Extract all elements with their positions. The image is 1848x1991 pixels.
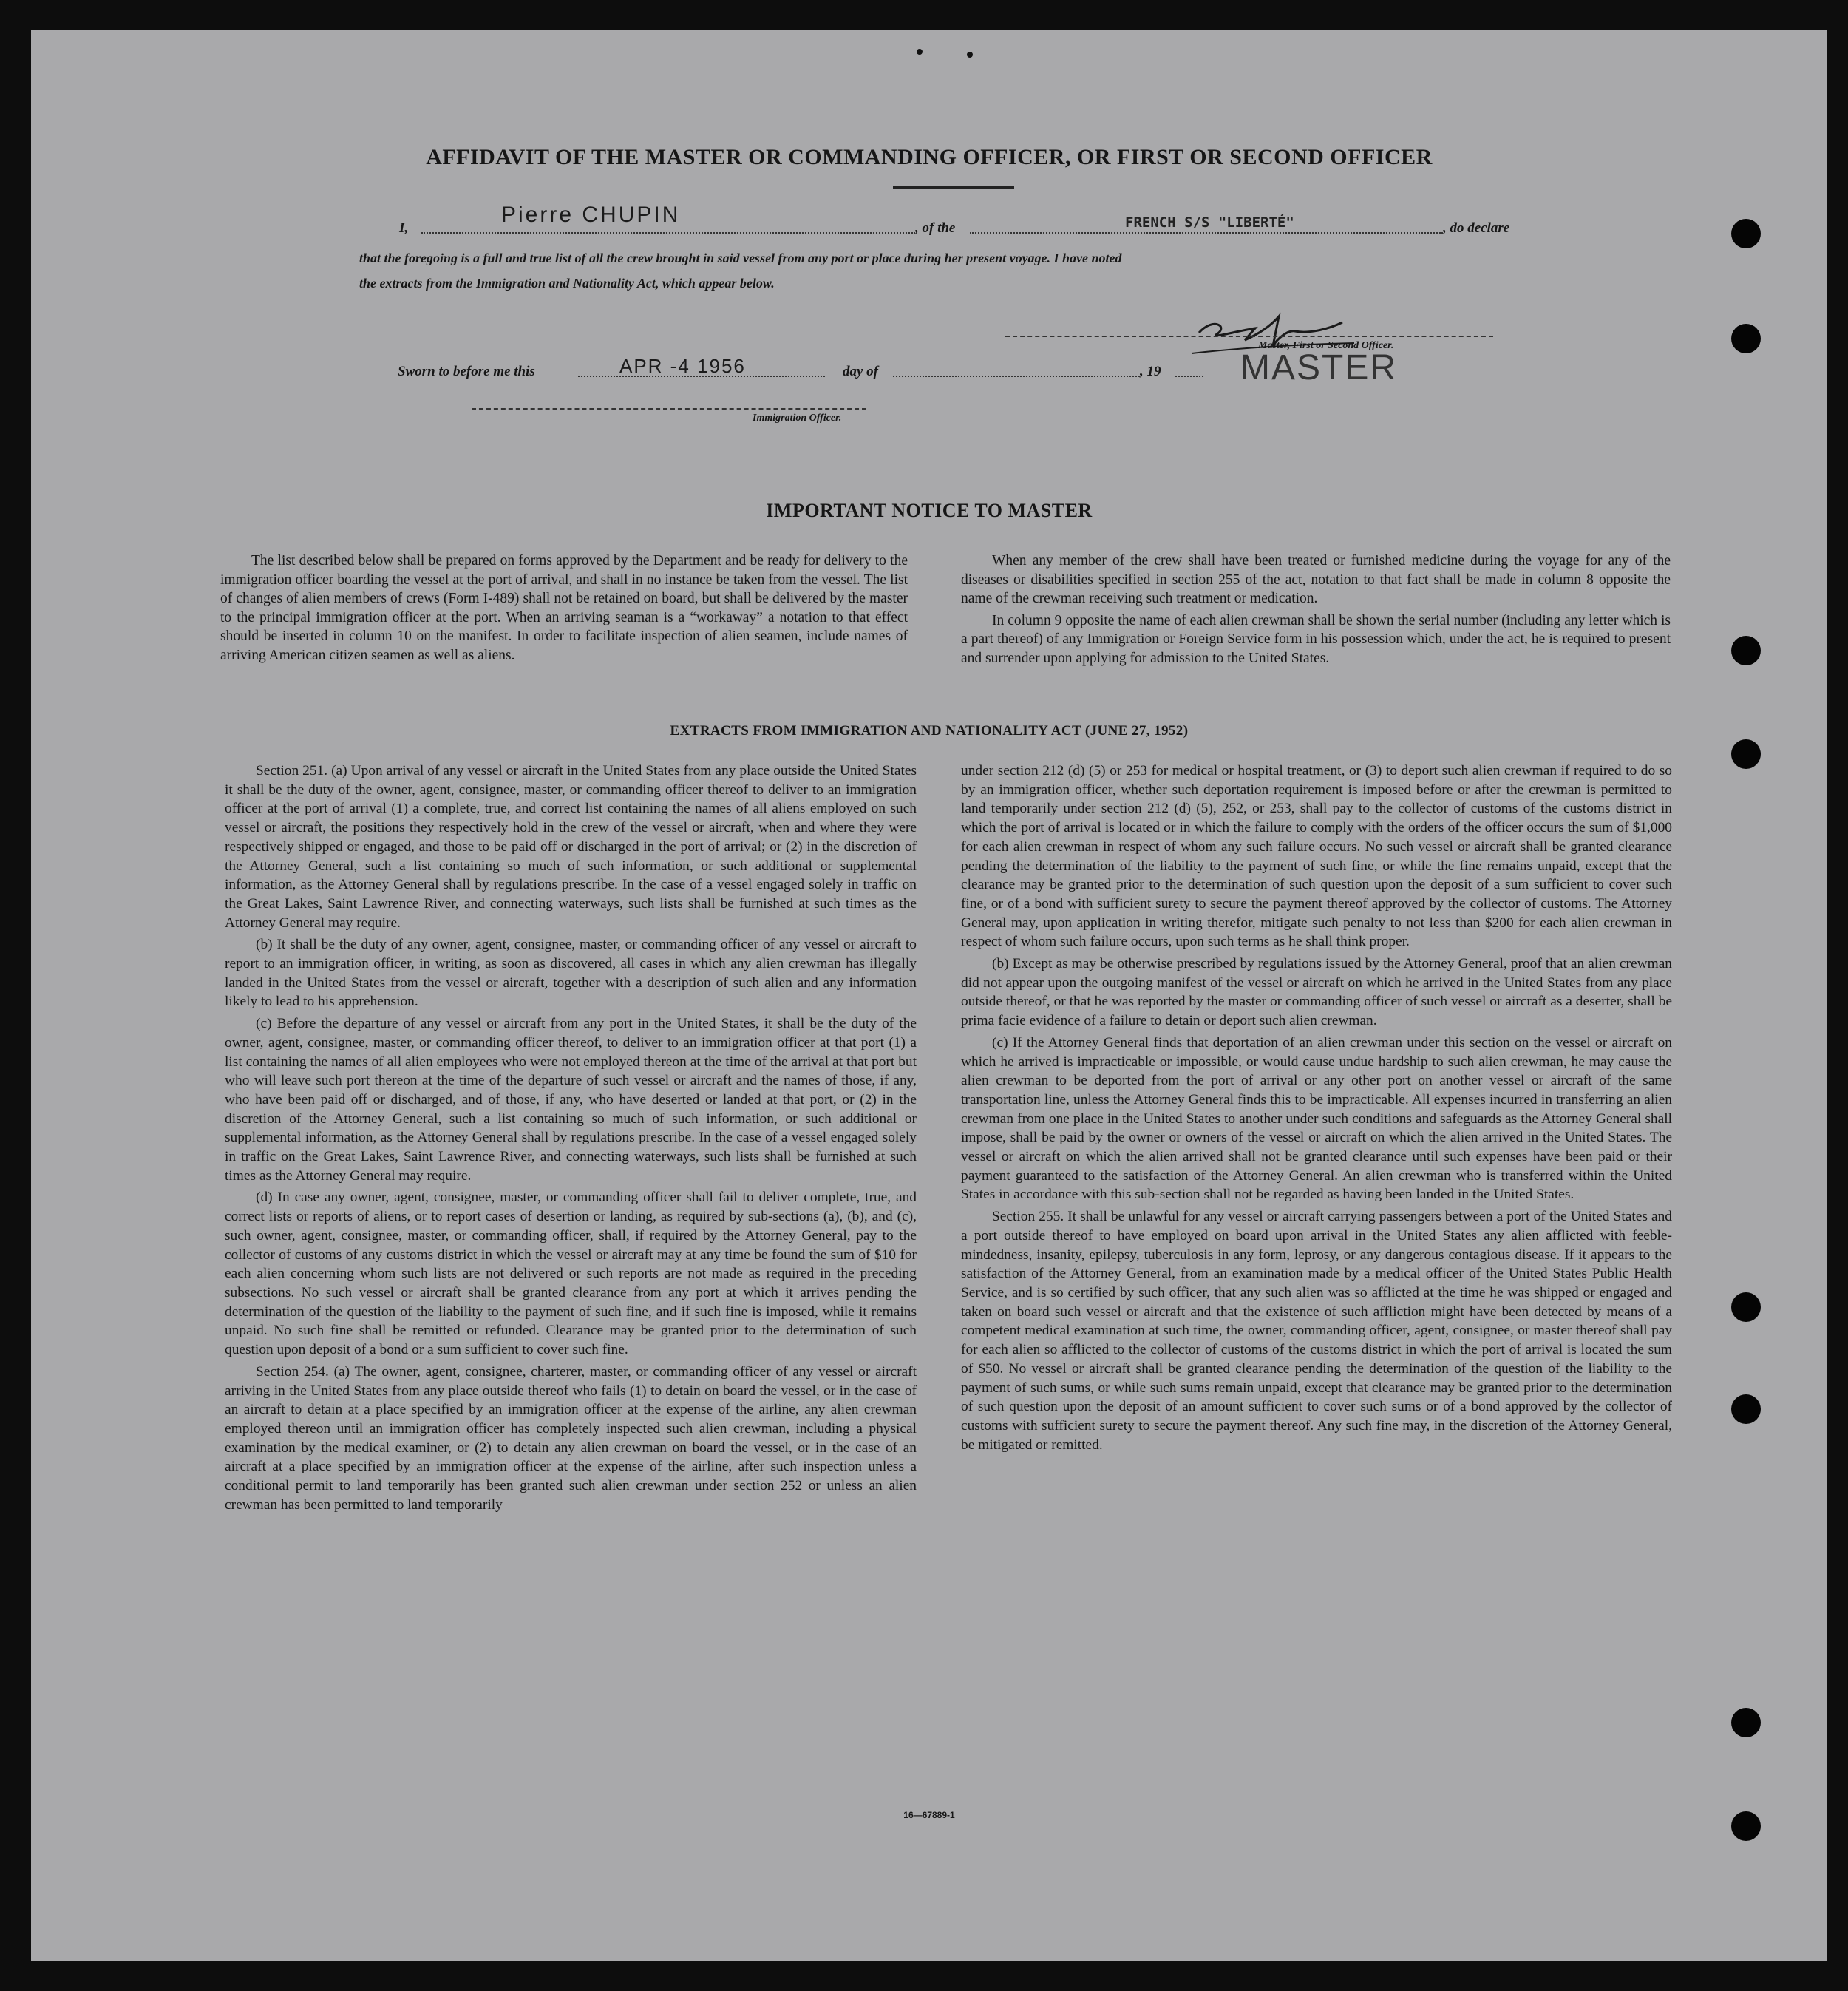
punch-hole (1731, 1394, 1761, 1424)
act-paragraph: Section 251. (a) Upon arrival of any vessel or aircraft in the United States from any place outside the United States it shall be the duty of the owner, agent, consignee, master, or commanding officer thereof to deliver to an immigration officer at the port of arrival (1) a complete, true, and correct list containing the names of all aliens employed on such vessel or aircraft, the positions they respectively hold in the crew of the vessel or aircraft, when and where they were respectively shipped or engaged, and those to be paid off or discharged in the port of arrival; or (2) in the discretion of the Attorney General, such a list containing so much of such information, or such additional or supplemental information, as the Attorney General shall by regulations prescribe. In the case of a vessel engaged solely in traffic on the Great Lakes, Saint Lawrence River, and connecting waterways, such lists shall be furnished at such times as the Attorney General may require. (225, 763, 917, 931)
act-paragraph: (c) Before the departure of any vessel or aircraft from any port in the United States, it shall be the duty of the owner, agent, consignee, master, or commanding officer thereof, to deliver to an immigration officer at that port (1) a list containing the names of all alien employees who were not employed thereon at the time of the arrival at that port but who will leave such port thereon at the time of the departure of such vessel or aircraft and the names of those, if any, who have been paid off or discharged, and of those, if any, who have deserted or landed at that port, or (2) in the discretion of the Attorney General, such a list containing so much of such information, or such additional or supplemental information, as the Attorney General shall by regulations prescribe. In the case of a vessel engaged solely in traffic on the Great Lakes, Saint Lawrence River, and connecting waterways, such lists shall be furnished at such times as the Attorney General may require. (225, 1016, 917, 1184)
vessel-name: FRENCH S/S "LIBERTÉ" (1125, 214, 1294, 231)
master-name: Pierre CHUPIN (501, 203, 681, 227)
act-paragraph: under section 212 (d) (5) or 253 for medical or hospital treatment, or (3) to deport such alien crewman if required to do so by an immigration officer, whether such deportation requirement is imposed before or after the crewman is permitted to land temporarily under section 212 (d) (5), 252, or 253, shall pay to the collector of customs of the customs district in which the port of arrival is located or in which the failure to comply with the orders of the officer occurs the sum of $1,000 for each alien crewman in respect of whom any such failure occurs. No such vessel or aircraft shall be granted clearance pending the determination of the liability to the payment of such fine, or while the fine remains unpaid, except that the clearance may be granted prior to the determination of such question upon the deposit of a sum sufficient to cover such fine, or of a bond with sufficient surety to secure the payment thereof approved by the collector of customs. The Attorney General may, upon application in writing therefor, mitigate such penalty to not less than $200 for each alien crewman in respect of whom such failure occurs, upon such terms as he shall think proper. (961, 763, 1672, 950)
of-the-label: , of the (915, 220, 956, 236)
act-paragraph: Section 255. It shall be unlawful for any vessel or aircraft carrying passengers between a port of the United States and a port outside thereof to have employed on board upon arrival in the United States any alien afflicted with feeble-mindedness, insanity, epilepsy, tuberculosis in any form, leprosy, or any dangerous contagious disease. If it appears to the satisfaction of the Attorney General, from an examination made by a medical officer of the United States Public Health Service, and is so certified by such officer, that any such alien was so afflicted at the time he was shipped or engaged and taken on board such vessel or aircraft and that the existence of such affliction might have been detected by means of a competent medical examination at such time, the owner, commanding officer, agent, consignee, or master thereof shall pay for each alien so afflicted to the collector of customs of the customs district in which the port of arrival is located the sum of $50. No vessel or aircraft shall be granted clearance pending the determination of the question of the liability to the payment of such sums, or while such sums remain unpaid, except that clearance may be granted prior to the determination of such question upon the deposit of an amount sufficient to cover such sums or of a bond approved by the collector of customs with sufficient surety to secure the payment thereof. Any such fine may, in the discretion of the Attorney General, be mitigated or remitted. (961, 1209, 1672, 1453)
notice-left-column (220, 552, 908, 668)
i-label: I, (399, 220, 409, 236)
act-paragraph: Section 254. (a) The owner, agent, consignee, charterer, master, or commanding officer of any vessel or aircraft arriving in the United States from any place outside thereof who fails (1) to detain on board the vessel, or in the case of an aircraft to detain at a place specified by an immigration officer at the expense of the airline, any alien crewman employed thereon until an immigration officer has completely inspected such alien crewman, including a physical examination by the medical examiner, or (2) to detain any alien crewman on board the vessel, or in the case of an aircraft at a place specified by an immigration officer at the expense of the airline, after such inspection unless a conditional permit to land temporarily has been granted such alien crewman under section 252 or unless an alien crewman has been permitted to land temporarily (225, 1363, 917, 1513)
speck-mark (917, 49, 923, 55)
signature-line (1005, 336, 1493, 337)
act-paragraph: (c) If the Attorney General finds that deportation of an alien crewman under this section on the vessel or aircraft on which he arrived is impracticable or impossible, or would cause undue hardship to such alien crewman, he may cause the alien crewman to be deported from the port of arrival or any other port on another vessel or aircraft of the same transportation line, unless the Attorney General finds this to be impracticable. All expenses incurred in transferring an alien crewman from one place in the United States to another under such conditions and safeguards as the Attorney General shall impose, shall be paid by the owner or owners of the vessel or aircraft on which the alien arrived in the United States. The vessel or aircraft on which the alien arrived shall not be granted clearance until such expenses have been paid or their payment guaranteed to the satisfaction of the Attorney General. An alien crewman who is transferred within the United States in accordance with this sub-section shall not be regarded as having been landed in the United States. (961, 1034, 1672, 1203)
sworn-label: Sworn to before me this (398, 364, 535, 379)
form-number: 16—67889-1 (903, 1810, 955, 1820)
month-line (893, 376, 1140, 377)
master-stamp: MASTER (1240, 348, 1398, 387)
sworn-date-stamp: APR -4 1956 (619, 355, 746, 377)
speck-mark (967, 52, 973, 58)
punch-hole (1731, 1708, 1761, 1737)
officer-caption: Immigration Officer. (753, 413, 842, 424)
extracts-title: EXTRACTS FROM IMMIGRATION AND NATIONALITY ACT (JUNE 27, 1952) (670, 723, 1189, 739)
notice-title: IMPORTANT NOTICE TO MASTER (766, 500, 1093, 521)
act-paragraph: (b) It shall be the duty of any owner, agent, consignee, master, or commanding officer of any vessel or aircraft to report to an immigration officer, in writing, as soon as discovered, all cases in which any alien crewman has illegally landed in the United States from the vessel or aircraft, together with a description of such alien and any information likely to lead to his apprehension. (225, 937, 917, 1010)
affidavit-title: AFFIDAVIT OF THE MASTER OR COMMANDING OFFICER, OR FIRST OR SECOND OFFICER (426, 145, 1433, 169)
act-paragraph: (b) Except as may be otherwise prescribed by regulations issued by the Attorney General, proof that an alien crewman did not appear upon the outgoing manifest of the vessel or aircraft on which he arrived in the United States from any place outside thereof, or that he was reported by the master or commanding officer of such vessel or aircraft as a deserter, shall be prima facie evidence of a failure to detain or deport such alien crewman. (961, 956, 1672, 1029)
do-declare-label: , do declare (1443, 220, 1510, 236)
punch-hole (1731, 739, 1761, 769)
notice-paragraph: When any member of the crew shall have been treated or furnished medicine during the voyage for any of the diseases or disabilities specified in section 255 of the act, notation to that fact shall be made in column 8 opposite the name of the crewman receiving such treatment or medication. (961, 553, 1671, 607)
punch-hole (1731, 324, 1761, 353)
name-line (421, 232, 915, 234)
punch-hole (1731, 1811, 1761, 1841)
vessel-line (970, 232, 1443, 234)
notice-paragraph: The list described below shall be prepared on forms approved by the Department and be ready for delivery to the immigration officer boarding the vessel at the port of arrival, and shall in no instance be taken from the vessel. The list of changes of alien members of crews (Form I-489) shall not be retained on board, but shall be delivered by the master to the principal immigration officer at the port. When an arriving seaman is a “workaway” a notation to that effect should be inserted in column 10 on the manifest. In order to facilitate inspection of alien seamen, include names of arriving American citizen seamen as well as aliens. (220, 553, 908, 663)
notice-paragraph: In column 9 opposite the name of each alien crewman shall be shown the serial number (including any letter which is a part thereof) of any Immigration or Foreign Service form in his possession which, under the act, he is required to present and surrender upon applying for admission to the United States. (961, 612, 1671, 666)
declaration-text: that the foregoing is a full and true list of all the crew brought in said vessel from any port or place during her present voyage. I have noted the extracts from the Immigration and Nationality Act, which appear below. (359, 251, 1122, 291)
signature-caption: Master, First or Second Officer. (1258, 340, 1394, 351)
title-rule (893, 186, 1014, 189)
punch-hole (1731, 219, 1761, 248)
punch-hole (1731, 1292, 1761, 1322)
year-line (1175, 376, 1203, 377)
extracts-right-column (961, 762, 1672, 1457)
extracts-left-column (225, 762, 917, 1517)
punch-hole (1731, 636, 1761, 665)
day-of-label: day of (843, 364, 879, 379)
year-prefix: , 19 (1140, 364, 1161, 379)
document-page (31, 30, 1827, 1961)
officer-line (472, 408, 866, 410)
act-paragraph: (d) In case any owner, agent, consignee, master, or commanding officer shall fail to deliver complete, true, and correct lists or reports of aliens, or to report cases of desertion or landing, as required by sub-sections (a), (b), and (c), such owner, agent, consignee, master, or commanding officer, shall, if required by the Attorney General, pay to the collector of customs of any customs district in which the vessel or aircraft may at any time be found the sum of $10 for each alien concerning whom such lists are not delivered or such reports are not made as required in the preceding subsections. No such vessel or aircraft shall be granted clearance from any port at which it arrives pending the determination of the question of the liability to the payment of such fine, and if such fine is imposed, while it remains unpaid. No such fine shall be remitted or refunded. Clearance may be granted prior to the determination of such question upon deposit of a bond or a sum sufficient to cover such fine. (225, 1190, 917, 1358)
notice-right-column (961, 552, 1671, 671)
